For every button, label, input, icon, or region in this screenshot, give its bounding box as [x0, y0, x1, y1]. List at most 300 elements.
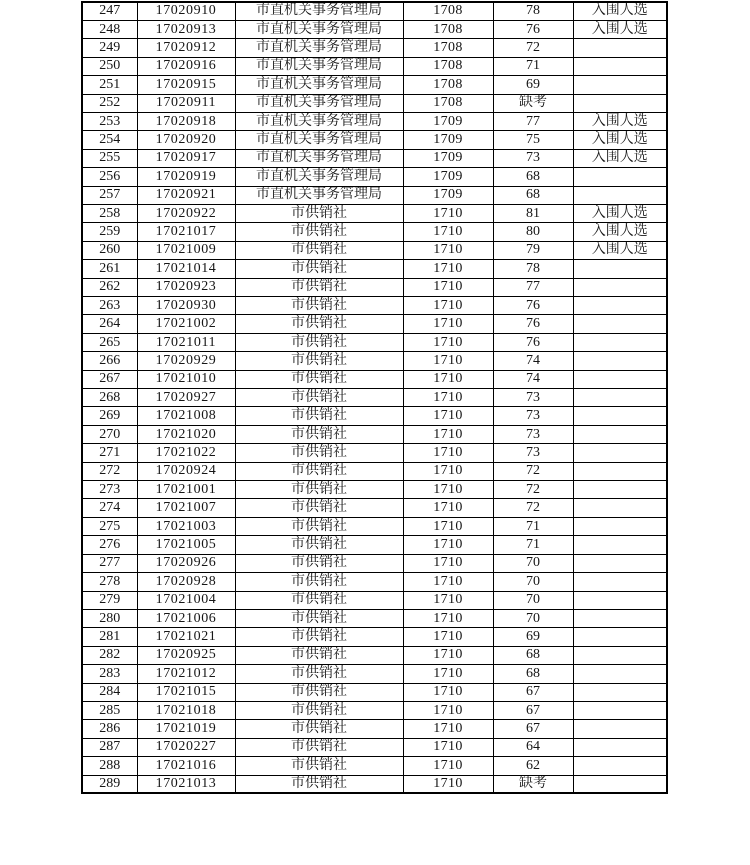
table-row — [82, 701, 667, 719]
table-row — [82, 168, 667, 186]
cell-no: 261 — [82, 260, 137, 278]
cell-code: 1710 — [403, 775, 493, 793]
table-row — [82, 333, 667, 351]
cell-org: 市供销社 — [235, 241, 403, 259]
cell-id: 17021022 — [137, 444, 235, 462]
cell-id: 17020927 — [137, 389, 235, 407]
cell-id: 17021001 — [137, 481, 235, 499]
cell-code: 1710 — [403, 425, 493, 443]
cell-no: 250 — [82, 57, 137, 75]
table-row — [82, 352, 667, 370]
cell-id: 17020916 — [137, 57, 235, 75]
cell-org: 市供销社 — [235, 720, 403, 738]
cell-no: 268 — [82, 389, 137, 407]
cell-org: 市供销社 — [235, 204, 403, 222]
cell-no: 272 — [82, 462, 137, 480]
cell-status — [573, 628, 667, 646]
cell-org: 市供销社 — [235, 757, 403, 775]
table-row — [82, 20, 667, 38]
cell-id: 17020921 — [137, 186, 235, 204]
cell-code: 1709 — [403, 168, 493, 186]
cell-id: 17020915 — [137, 76, 235, 94]
cell-id: 17020917 — [137, 149, 235, 167]
table-row — [82, 444, 667, 462]
cell-status — [573, 39, 667, 57]
cell-code: 1710 — [403, 407, 493, 425]
cell-no: 260 — [82, 241, 137, 259]
cell-score: 69 — [493, 76, 573, 94]
cell-org: 市供销社 — [235, 499, 403, 517]
table-row — [82, 425, 667, 443]
table-row — [82, 149, 667, 167]
cell-code: 1710 — [403, 609, 493, 627]
cell-score: 70 — [493, 554, 573, 572]
cell-org: 市直机关事务管理局 — [235, 76, 403, 94]
cell-status: 入围人选 — [573, 131, 667, 149]
cell-code: 1710 — [403, 628, 493, 646]
cell-id: 17020928 — [137, 573, 235, 591]
cell-score: 76 — [493, 333, 573, 351]
cell-org: 市供销社 — [235, 665, 403, 683]
cell-org: 市供销社 — [235, 315, 403, 333]
table-row — [82, 554, 667, 572]
cell-status — [573, 352, 667, 370]
cell-id: 17021013 — [137, 775, 235, 793]
cell-id: 17020912 — [137, 39, 235, 57]
cell-no: 271 — [82, 444, 137, 462]
cell-status: 入围人选 — [573, 223, 667, 241]
cell-score: 74 — [493, 352, 573, 370]
cell-id: 17021016 — [137, 757, 235, 775]
table-row — [82, 628, 667, 646]
cell-score: 67 — [493, 720, 573, 738]
cell-score: 81 — [493, 204, 573, 222]
cell-no: 273 — [82, 481, 137, 499]
cell-org: 市供销社 — [235, 444, 403, 462]
table-row — [82, 112, 667, 130]
cell-status: 入围人选 — [573, 20, 667, 38]
cell-status — [573, 775, 667, 793]
cell-code: 1710 — [403, 646, 493, 664]
cell-id: 17020926 — [137, 554, 235, 572]
cell-score: 67 — [493, 683, 573, 701]
table-row — [82, 389, 667, 407]
cell-org: 市直机关事务管理局 — [235, 131, 403, 149]
cell-code: 1708 — [403, 57, 493, 75]
cell-status — [573, 407, 667, 425]
cell-org: 市直机关事务管理局 — [235, 57, 403, 75]
cell-id: 17020929 — [137, 352, 235, 370]
cell-no: 255 — [82, 149, 137, 167]
table-row — [82, 260, 667, 278]
cell-org: 市供销社 — [235, 628, 403, 646]
cell-org: 市供销社 — [235, 425, 403, 443]
cell-org: 市供销社 — [235, 554, 403, 572]
cell-code: 1710 — [403, 517, 493, 535]
cell-no: 270 — [82, 425, 137, 443]
cell-no: 275 — [82, 517, 137, 535]
cell-org: 市供销社 — [235, 370, 403, 388]
cell-code: 1710 — [403, 573, 493, 591]
cell-no: 254 — [82, 131, 137, 149]
cell-id: 17020925 — [137, 646, 235, 664]
cell-id: 17020918 — [137, 112, 235, 130]
table-row — [82, 407, 667, 425]
cell-status — [573, 315, 667, 333]
cell-status — [573, 168, 667, 186]
cell-org: 市供销社 — [235, 407, 403, 425]
cell-no: 274 — [82, 499, 137, 517]
cell-status — [573, 499, 667, 517]
cell-id: 17020924 — [137, 462, 235, 480]
cell-status — [573, 554, 667, 572]
cell-id: 17021006 — [137, 609, 235, 627]
cell-score: 70 — [493, 591, 573, 609]
cell-score: 72 — [493, 499, 573, 517]
cell-score: 72 — [493, 462, 573, 480]
cell-code: 1710 — [403, 720, 493, 738]
cell-id: 17021012 — [137, 665, 235, 683]
cell-status — [573, 720, 667, 738]
cell-no: 277 — [82, 554, 137, 572]
cell-org: 市供销社 — [235, 536, 403, 554]
cell-score: 缺考 — [493, 775, 573, 793]
cell-status — [573, 186, 667, 204]
cell-id: 17020910 — [137, 2, 235, 20]
cell-id: 17021007 — [137, 499, 235, 517]
cell-org: 市供销社 — [235, 352, 403, 370]
cell-code: 1709 — [403, 186, 493, 204]
cell-id: 17021002 — [137, 315, 235, 333]
cell-status — [573, 57, 667, 75]
cell-org: 市供销社 — [235, 591, 403, 609]
cell-no: 283 — [82, 665, 137, 683]
cell-no: 264 — [82, 315, 137, 333]
cell-id: 17021015 — [137, 683, 235, 701]
cell-score: 71 — [493, 536, 573, 554]
table-row — [82, 241, 667, 259]
cell-id: 17020930 — [137, 297, 235, 315]
cell-code: 1710 — [403, 499, 493, 517]
cell-id: 17020920 — [137, 131, 235, 149]
cell-code: 1708 — [403, 20, 493, 38]
cell-no: 251 — [82, 76, 137, 94]
cell-score: 71 — [493, 517, 573, 535]
cell-org: 市供销社 — [235, 389, 403, 407]
cell-status — [573, 462, 667, 480]
cell-id: 17021004 — [137, 591, 235, 609]
cell-org: 市供销社 — [235, 462, 403, 480]
cell-no: 269 — [82, 407, 137, 425]
cell-code: 1710 — [403, 757, 493, 775]
cell-id: 17020923 — [137, 278, 235, 296]
cell-id: 17021010 — [137, 370, 235, 388]
cell-score: 76 — [493, 20, 573, 38]
cell-code: 1708 — [403, 76, 493, 94]
cell-no: 288 — [82, 757, 137, 775]
cell-org: 市直机关事务管理局 — [235, 20, 403, 38]
table-row — [82, 297, 667, 315]
cell-code: 1710 — [403, 665, 493, 683]
cell-code: 1709 — [403, 112, 493, 130]
cell-status: 入围人选 — [573, 2, 667, 20]
cell-score: 77 — [493, 278, 573, 296]
cell-no: 267 — [82, 370, 137, 388]
cell-status: 入围人选 — [573, 112, 667, 130]
cell-score: 73 — [493, 407, 573, 425]
table-row — [82, 481, 667, 499]
cell-no: 280 — [82, 609, 137, 627]
cell-score: 73 — [493, 389, 573, 407]
cell-score: 79 — [493, 241, 573, 259]
cell-code: 1708 — [403, 2, 493, 20]
cell-org: 市供销社 — [235, 297, 403, 315]
cell-status — [573, 591, 667, 609]
cell-org: 市供销社 — [235, 278, 403, 296]
cell-score: 80 — [493, 223, 573, 241]
cell-no: 265 — [82, 333, 137, 351]
cell-score: 72 — [493, 481, 573, 499]
table-row — [82, 39, 667, 57]
cell-id: 17021018 — [137, 701, 235, 719]
cell-score: 73 — [493, 149, 573, 167]
cell-code: 1710 — [403, 352, 493, 370]
cell-id: 17021019 — [137, 720, 235, 738]
cell-id: 17021020 — [137, 425, 235, 443]
cell-org: 市直机关事务管理局 — [235, 168, 403, 186]
cell-code: 1710 — [403, 481, 493, 499]
cell-score: 77 — [493, 112, 573, 130]
cell-status — [573, 573, 667, 591]
cell-status — [573, 425, 667, 443]
cell-score: 78 — [493, 260, 573, 278]
cell-code: 1710 — [403, 315, 493, 333]
cell-no: 266 — [82, 352, 137, 370]
cell-code: 1710 — [403, 278, 493, 296]
cell-org: 市供销社 — [235, 701, 403, 719]
table-row — [82, 665, 667, 683]
cell-code: 1710 — [403, 389, 493, 407]
cell-id: 17020913 — [137, 20, 235, 38]
cell-no: 257 — [82, 186, 137, 204]
cell-status: 入围人选 — [573, 241, 667, 259]
cell-no: 259 — [82, 223, 137, 241]
table-row — [82, 131, 667, 149]
cell-score: 68 — [493, 646, 573, 664]
cell-status — [573, 260, 667, 278]
cell-score: 68 — [493, 186, 573, 204]
cell-code: 1709 — [403, 131, 493, 149]
cell-no: 256 — [82, 168, 137, 186]
cell-id: 17021021 — [137, 628, 235, 646]
cell-org: 市供销社 — [235, 683, 403, 701]
table-row — [82, 757, 667, 775]
cell-code: 1710 — [403, 683, 493, 701]
cell-org: 市直机关事务管理局 — [235, 112, 403, 130]
cell-no: 249 — [82, 39, 137, 57]
table-row — [82, 738, 667, 756]
cell-code: 1710 — [403, 297, 493, 315]
cell-status — [573, 701, 667, 719]
cell-score: 69 — [493, 628, 573, 646]
cell-code: 1710 — [403, 241, 493, 259]
cell-status — [573, 444, 667, 462]
cell-org: 市供销社 — [235, 517, 403, 535]
cell-no: 247 — [82, 2, 137, 20]
cell-score: 72 — [493, 39, 573, 57]
table-row — [82, 370, 667, 388]
cell-score: 71 — [493, 57, 573, 75]
cell-status — [573, 389, 667, 407]
cell-score: 73 — [493, 444, 573, 462]
cell-status: 入围人选 — [573, 149, 667, 167]
cell-status — [573, 517, 667, 535]
cell-id: 17021017 — [137, 223, 235, 241]
cell-status — [573, 370, 667, 388]
cell-code: 1708 — [403, 39, 493, 57]
cell-status — [573, 738, 667, 756]
cell-code: 1710 — [403, 223, 493, 241]
cell-id: 17021003 — [137, 517, 235, 535]
cell-org: 市供销社 — [235, 775, 403, 793]
cell-no: 276 — [82, 536, 137, 554]
cell-code: 1708 — [403, 94, 493, 112]
cell-no: 253 — [82, 112, 137, 130]
results-table — [81, 1, 668, 794]
cell-status — [573, 683, 667, 701]
table-row — [82, 609, 667, 627]
cell-no: 287 — [82, 738, 137, 756]
table-row — [82, 57, 667, 75]
table-row — [82, 315, 667, 333]
cell-code: 1710 — [403, 462, 493, 480]
table-row — [82, 499, 667, 517]
cell-code: 1710 — [403, 204, 493, 222]
table-row — [82, 573, 667, 591]
table-row — [82, 223, 667, 241]
cell-code: 1710 — [403, 370, 493, 388]
cell-score: 64 — [493, 738, 573, 756]
cell-org: 市供销社 — [235, 738, 403, 756]
cell-score: 75 — [493, 131, 573, 149]
cell-no: 284 — [82, 683, 137, 701]
cell-status — [573, 646, 667, 664]
cell-score: 67 — [493, 701, 573, 719]
cell-no: 262 — [82, 278, 137, 296]
cell-org: 市直机关事务管理局 — [235, 2, 403, 20]
cell-id: 17020227 — [137, 738, 235, 756]
cell-status — [573, 481, 667, 499]
cell-id: 17021014 — [137, 260, 235, 278]
cell-id: 17020919 — [137, 168, 235, 186]
table-row — [82, 683, 667, 701]
cell-code: 1709 — [403, 149, 493, 167]
cell-org: 市直机关事务管理局 — [235, 186, 403, 204]
cell-code: 1710 — [403, 444, 493, 462]
cell-status — [573, 665, 667, 683]
cell-org: 市供销社 — [235, 573, 403, 591]
cell-code: 1710 — [403, 260, 493, 278]
cell-org: 市供销社 — [235, 223, 403, 241]
cell-no: 278 — [82, 573, 137, 591]
table-row — [82, 278, 667, 296]
table-row — [82, 646, 667, 664]
cell-org: 市直机关事务管理局 — [235, 149, 403, 167]
table-row — [82, 2, 667, 20]
cell-score: 76 — [493, 297, 573, 315]
cell-code: 1710 — [403, 701, 493, 719]
table-row — [82, 462, 667, 480]
cell-score: 62 — [493, 757, 573, 775]
table-row — [82, 720, 667, 738]
cell-score: 70 — [493, 573, 573, 591]
table-row — [82, 94, 667, 112]
cell-status — [573, 94, 667, 112]
cell-no: 252 — [82, 94, 137, 112]
cell-code: 1710 — [403, 536, 493, 554]
cell-status — [573, 278, 667, 296]
cell-org: 市供销社 — [235, 646, 403, 664]
cell-score: 缺考 — [493, 94, 573, 112]
cell-org: 市直机关事务管理局 — [235, 94, 403, 112]
cell-status: 入围人选 — [573, 204, 667, 222]
cell-org: 市供销社 — [235, 333, 403, 351]
table-row — [82, 76, 667, 94]
cell-org: 市供销社 — [235, 481, 403, 499]
cell-code: 1710 — [403, 591, 493, 609]
cell-id: 17021008 — [137, 407, 235, 425]
table-row — [82, 591, 667, 609]
table-row — [82, 204, 667, 222]
cell-status — [573, 333, 667, 351]
table-row — [82, 775, 667, 793]
cell-score: 68 — [493, 665, 573, 683]
cell-no: 281 — [82, 628, 137, 646]
cell-code: 1710 — [403, 738, 493, 756]
cell-status — [573, 76, 667, 94]
table-row — [82, 517, 667, 535]
cell-score: 70 — [493, 609, 573, 627]
cell-org: 市直机关事务管理局 — [235, 39, 403, 57]
cell-no: 282 — [82, 646, 137, 664]
cell-score: 74 — [493, 370, 573, 388]
cell-org: 市供销社 — [235, 260, 403, 278]
cell-id: 17020911 — [137, 94, 235, 112]
cell-score: 78 — [493, 2, 573, 20]
cell-no: 279 — [82, 591, 137, 609]
cell-id: 17021009 — [137, 241, 235, 259]
table-row — [82, 186, 667, 204]
cell-no: 263 — [82, 297, 137, 315]
cell-score: 68 — [493, 168, 573, 186]
cell-no: 285 — [82, 701, 137, 719]
cell-status — [573, 536, 667, 554]
cell-org: 市供销社 — [235, 609, 403, 627]
cell-no: 258 — [82, 204, 137, 222]
cell-status — [573, 757, 667, 775]
cell-no: 289 — [82, 775, 137, 793]
cell-id: 17021005 — [137, 536, 235, 554]
cell-no: 248 — [82, 20, 137, 38]
cell-status — [573, 609, 667, 627]
results-table-body — [82, 2, 667, 793]
table-row — [82, 536, 667, 554]
cell-id: 17020922 — [137, 204, 235, 222]
cell-id: 17021011 — [137, 333, 235, 351]
cell-code: 1710 — [403, 333, 493, 351]
cell-no: 286 — [82, 720, 137, 738]
cell-score: 76 — [493, 315, 573, 333]
